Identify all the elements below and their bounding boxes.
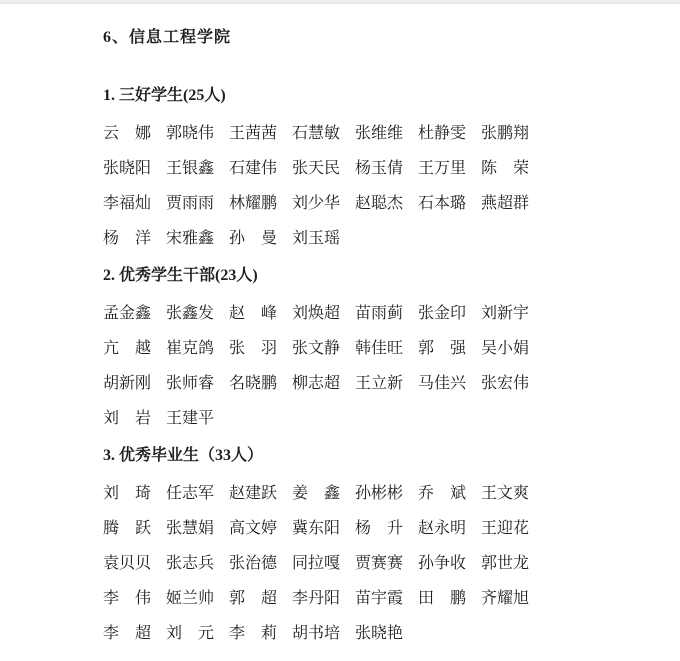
- name-rows: [103, 126, 563, 247]
- student-name: 杜静雯: [418, 125, 467, 142]
- student-name: 高文婷: [229, 520, 278, 537]
- student-name: 刘新宇: [481, 305, 530, 322]
- student-name: 赵聪杰: [355, 195, 404, 212]
- student-name: 刘少华: [292, 195, 341, 212]
- sections-container: [103, 86, 563, 642]
- name-row: [103, 521, 563, 537]
- student-name: 张治德: [229, 555, 278, 572]
- student-name: 腾 跃: [103, 520, 152, 537]
- name-row: [103, 341, 563, 357]
- student-name: 李 超: [103, 625, 152, 642]
- award-section: [103, 86, 563, 247]
- award-section: [103, 266, 563, 427]
- student-name: 亢 越: [103, 340, 152, 357]
- student-name: 齐耀旭: [481, 590, 530, 607]
- student-name: 刘 琦: [103, 485, 152, 502]
- student-name: 张 羽: [229, 340, 278, 357]
- student-name: 刘玉瑶: [292, 230, 341, 247]
- name-row: [103, 231, 563, 247]
- student-name: 杨 升: [355, 520, 404, 537]
- student-name: 陈 荣: [481, 160, 530, 177]
- name-rows: [103, 306, 563, 427]
- section-heading: 3. 优秀毕业生（33人）: [103, 447, 264, 464]
- student-name: 孟金鑫: [103, 305, 152, 322]
- student-name: 郭 强: [418, 340, 467, 357]
- name-row: [103, 161, 563, 177]
- section-heading: 2. 优秀学生干部(23人): [103, 267, 258, 284]
- student-name: 张晓艳: [355, 625, 404, 642]
- document-page: [103, 0, 563, 661]
- student-name: 石慧敏: [292, 125, 341, 142]
- student-name: 马佳兴: [418, 375, 467, 392]
- award-section: [103, 446, 563, 642]
- student-name: 张师睿: [166, 375, 215, 392]
- student-name: 冀东阳: [292, 520, 341, 537]
- student-name: 田 鹏: [418, 590, 467, 607]
- student-name: 张鑫发: [166, 305, 215, 322]
- student-name: 李丹阳: [292, 590, 341, 607]
- student-name: 燕超群: [481, 195, 530, 212]
- student-name: 柳志超: [292, 375, 341, 392]
- student-name: 吴小娟: [481, 340, 530, 357]
- student-name: 贾雨雨: [166, 195, 215, 212]
- student-name: 任志军: [166, 485, 215, 502]
- student-name: 宋雅鑫: [166, 230, 215, 247]
- name-row: [103, 306, 563, 322]
- student-name: 乔 斌: [418, 485, 467, 502]
- student-name: 张宏伟: [481, 375, 530, 392]
- student-name: 张维维: [355, 125, 404, 142]
- student-name: 张慧娟: [166, 520, 215, 537]
- student-name: 王茜茜: [229, 125, 278, 142]
- name-row: [103, 376, 563, 392]
- student-name: 张天民: [292, 160, 341, 177]
- student-name: 王万里: [418, 160, 467, 177]
- student-name: 胡书培: [292, 625, 341, 642]
- student-name: 赵建跃: [229, 485, 278, 502]
- student-name: 张晓阳: [103, 160, 152, 177]
- name-rows: [103, 486, 563, 642]
- student-name: 李福灿: [103, 195, 152, 212]
- student-name: 张鹏翔: [481, 125, 530, 142]
- student-name: 郭世龙: [481, 555, 530, 572]
- student-name: 崔克鸽: [166, 340, 215, 357]
- section-heading: 1. 三好学生(25人): [103, 87, 226, 104]
- student-name: 张金印: [418, 305, 467, 322]
- student-name: 王立新: [355, 375, 404, 392]
- name-row: [103, 411, 563, 427]
- student-name: 张文静: [292, 340, 341, 357]
- student-name: 云 娜: [103, 125, 152, 142]
- student-name: 同拉嘎: [292, 555, 341, 572]
- student-name: 郭 超: [229, 590, 278, 607]
- student-name: 孙 曼: [229, 230, 278, 247]
- student-name: 苗雨蓟: [355, 305, 404, 322]
- student-name: 郭晓伟: [166, 125, 215, 142]
- name-row: [103, 556, 563, 572]
- student-name: 袁贝贝: [103, 555, 152, 572]
- student-name: 赵 峰: [229, 305, 278, 322]
- student-name: 刘焕超: [292, 305, 341, 322]
- student-name: 名晓鹏: [229, 375, 278, 392]
- student-name: 王建平: [166, 410, 215, 427]
- student-name: 苗宇霞: [355, 590, 404, 607]
- student-name: 石建伟: [229, 160, 278, 177]
- name-row: [103, 486, 563, 502]
- student-name: 杨 洋: [103, 230, 152, 247]
- student-name: 赵永明: [418, 520, 467, 537]
- name-row: [103, 591, 563, 607]
- student-name: 王迎花: [481, 520, 530, 537]
- student-name: 姬兰帅: [166, 590, 215, 607]
- student-name: 贾赛赛: [355, 555, 404, 572]
- page-title: 6、信息工程学院: [103, 29, 232, 46]
- name-row: [103, 626, 563, 642]
- student-name: 林耀鹏: [229, 195, 278, 212]
- student-name: 李 莉: [229, 625, 278, 642]
- student-name: 姜 鑫: [292, 485, 341, 502]
- student-name: 刘 元: [166, 625, 215, 642]
- name-row: [103, 126, 563, 142]
- student-name: 孙争收: [418, 555, 467, 572]
- student-name: 李 伟: [103, 590, 152, 607]
- student-name: 杨玉倩: [355, 160, 404, 177]
- student-name: 王银鑫: [166, 160, 215, 177]
- student-name: 石本璐: [418, 195, 467, 212]
- student-name: 孙彬彬: [355, 485, 404, 502]
- student-name: 王文爽: [481, 485, 530, 502]
- name-row: [103, 196, 563, 212]
- student-name: 刘 岩: [103, 410, 152, 427]
- student-name: 胡新刚: [103, 375, 152, 392]
- student-name: 韩佳旺: [355, 340, 404, 357]
- student-name: 张志兵: [166, 555, 215, 572]
